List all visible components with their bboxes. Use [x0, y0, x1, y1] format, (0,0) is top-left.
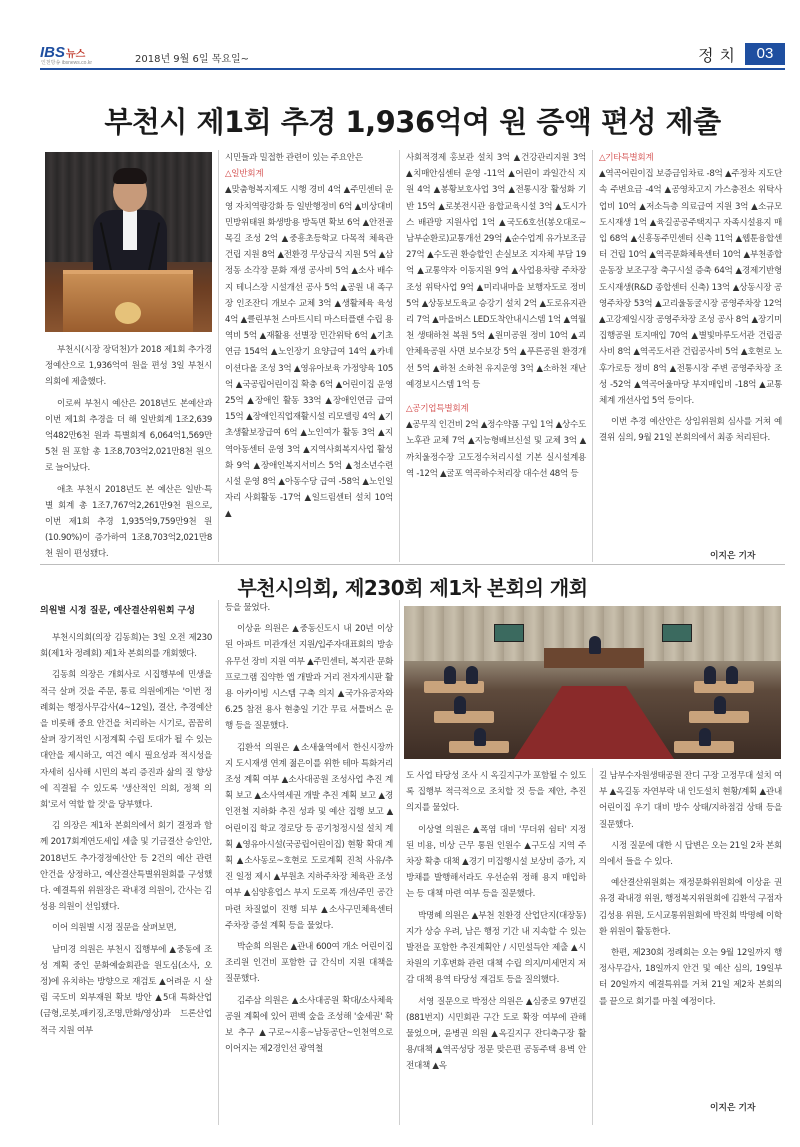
article1-column-4	[599, 150, 782, 452]
section-title: 정치	[698, 46, 741, 65]
article2-paragraph: 김주삼 의원은 ▲소사대공원 확대/소사체육공원 계획에 있어 편백 숲을 조성해 '숲세권' 확보 추구 ▲구로~시흥~남동공단~인천역으로 이어지는 제2경인선 광역철	[225, 995, 393, 1055]
page-number: 03	[745, 43, 785, 65]
article2-paragraph: 한편, 제230회 정례회는 오는 9월 12일까지 행정사무감사, 18일까지 안건 및 예산 심의, 19일부터 20일까지 예결특위를 거쳐 21일 제2차 본회의를 끝으로 회기를 마칠 예정이다.	[599, 948, 782, 1007]
article2-paragraph: 부천시의회(의장 김동희)는 3일 오전 제230회(제1차 정례회) 제1차 본회의를 개회했다.	[40, 633, 212, 660]
article1-paragraph: 이로써 부천시 예산은 2018년도 본예산과 이번 제1회 추경을 더 해 일반회계 1조2,639억482만6천 원과 특별회계 6,064억1,569만5천 원 포함 총 1조8,703억2,021만8천 원으로 늘어났다.	[45, 398, 212, 474]
article2-paragraph: 서영 질문으로 박정산 의원은 ▲심중로 97번길(881번지) 시민회관 구간 도로 확장 여부에 관해 물었으며, 윤병권 의원 ▲옥길지구 잔디축구장 활용/대책 ▲역곡성당 정문 맞은편 공동주택 용벽 안전대책 ▲옥	[406, 996, 586, 1072]
article1-general-account-items-cont: 사회적경제 홍보관 설치 3억 ▲건강관리지원 3억 ▲치매안심센터 운영 -11억 ▲어린이 과일간식 지원 4억 ▲봉황보호사업 3억 ▲전통시장 활성화 기반 15억 ▲로봇전시관 융합교육시설 3억 ▲도시가스 배관망 지원사업 1억 ▲국도6호선(봉오대로~남부순환로)교통개선 29억 ▲순수업계 유가보조금 27억 ▲수도권 환승할인 손실보조 지자체 부담 19억 ▲교통약자 이동지원 9억 ▲사업용차량 주차장 조성 위탁사업 9억 ▲미리내마을 보행자도로 정비 5억 ▲상동보도육교 승강기 설치 2억 ▲도로유지관리 7억 ▲마을버스 LED도착안내시스템 1억 ▲역월천 생태하천 복원 5억 ▲원미공원 정비 10억 ▲괴안체육공원 사면 보수보강 5억 ▲푸른공원 환경개선 5억 ▲하천 소하천 유지운영 3억 ▲소하천 재난예경보시스템 1억 등	[406, 153, 586, 390]
article-separator	[40, 564, 785, 565]
logo-subtext: 인천방송 ibsnews.co.kr	[41, 60, 92, 66]
column-divider	[399, 150, 400, 562]
article1-closing: 이번 추경 예산안은 상임위원회 심사를 거쳐 예결위 심의, 9월 21일 본회의에서 최종 처리된다.	[599, 417, 782, 444]
article2-paragraph: 김 의장은 제1차 본회의에서 회기 결정과 함께 2017회계연도세입 세출 및 기금결산 승인안, 2018년도 추가경정예산안 등 2건의 예산 관련 안건을 상정하고, 예산결산특별위원회를 구성했다. 예결특위 위원장은 곽내경 의원이, 간사는 김성용 의원이 선임됐다.	[40, 821, 212, 913]
article1-paragraph: 애초 부천시 2018년도 본 예산은 일반·특별 회계 총 1조7,767억2,261만9천 원으로, 이번 제1회 추경 1,935억9,759만9천 원(10.90%)이 증가하여 1조8,703억2,021만8천 원이 편성됐다.	[45, 484, 212, 560]
article2-column-4	[599, 768, 782, 1015]
article2-paragraph: 남미경 의원은 부천시 집행부에 ▲중동에 조성 계획 중인 문화예술회관을 원도심(소사, 오정)에 유치하는 방향으로 재검토 ▲어려운 시 살림 국도비 외부재원 확보 방안 ▲5대 특화산업(금형,로봇,패키징,조명,만화/영상)과 드론산업 적극 지원 여부	[40, 944, 212, 1036]
issue-date: 2018년 9월 6일 목요일~	[135, 54, 250, 65]
article1-column-3	[406, 150, 586, 487]
column-divider	[218, 600, 219, 1125]
council-chamber-photo	[404, 606, 781, 759]
article1-other-special-items: ▲역곡어린이집 보증금임차료 -8억 ▲주정차 지도단속 주변요금 -4억 ▲공영차고지 가스충전소 위탁사업비 10억 ▲저소득층 의료급여 지원 3억 ▲소규모 도시재생 1억 ▲육길공공주택지구 자족시설용지 매입 68억 ▲신흥동주민센터 신축 11억 ▲웹툰융합센터 건립 10억 ▲역곡문화체육센터 10억 ▲부천종합운동장 보조구장 축구시설 증축 64억 ▲경제기반형 도시재생(R&D 종합센터 신축) 13억 ▲상동시장 공영주차장 53억 ▲고리울동굴시장 공영주차장 12억 ▲고강제일시장 공영주차장 조성 공사 8억 ▲장기미집행공원 토지매입 70억 ▲별빛마루도서관 건립공사비 8억 ▲역곡도서관 건립공사비 5억 ▲호현로 노후가로등 정비 8억 ▲전통시장 주변 공영주차장 조성 -52억 ▲역곡어울마당 부지매입비 -18억 ▲교통체계 개선사업 5억 등이다.	[599, 169, 782, 407]
article2-column-1	[40, 630, 212, 1044]
article2-paragraph: 김동희 의장은 개회사로 시집행부에 민생을 적극 살펴 것을 주문, 통료 의원에게는 '이번 정례회는 행정사무감사(4~12일), 결산, 추경예산을 비롯해 중요 안건을 처리하는 시기로, 꼼꼼히 살펴 장기적인 시정계획 수립 토대가 될 수 있는 대안을 제시하고, 여건 예시 필요성과 적시성을 자세히 심사해 시민의 복리 증진과 삶의 질 향상에 직결될 수 있도록 '생산적인 의회, 정책 의회'로서 역할 할 것'을 당부했다.	[40, 670, 212, 811]
article2-paragraph: 이상열 의원은 ▲폭염 대비 '무더위 쉼터' 지정된 비용, 비상 근무 통원 인원수 ▲구도심 지역 주차장 확충 대책 ▲경기 미집행시설 보상비 증가, 지방채를 발행해서라도 우선순위 정해 용지 매입하는 등 대책 마련 여부 등을 질문했다.	[406, 824, 586, 900]
article2-column-3	[406, 768, 586, 1080]
article2-column-2	[225, 600, 393, 1062]
article2-byline: 이지은 기자	[710, 1103, 756, 1113]
subheading-general-account: △일반회계	[225, 169, 264, 180]
subheading-public-enterprise: △공기업특별회계	[406, 404, 469, 415]
subheading-other-special: △기타특별회계	[599, 153, 654, 163]
ibs-news-logo[interactable]	[40, 44, 92, 66]
logo-text: IBS	[40, 44, 66, 61]
photo-caption: 부천시(시장 장덕천)가 2018 제1회 추가경정예산으로 1,936억여 원을 편성 3일 부천시의회에 제출했다.	[45, 345, 212, 388]
article2-headline: 부천시의회, 제230회 제1차 본회의 개회	[237, 576, 588, 600]
masthead	[40, 38, 785, 68]
masthead-rule	[40, 68, 785, 70]
article2-paragraph: 시정 질문에 대한 시 답변은 오는 21일 2차 본회의에서 들을 수 있다.	[599, 840, 782, 868]
logo-suffix: 뉴스	[66, 49, 86, 60]
article2-subtitle: 의원별 시정 질문, 예산결산위원회 구성	[40, 606, 196, 616]
article1-column-2	[225, 150, 393, 528]
article1-public-enterprise-items: ▲공무직 인건비 2억 ▲정수약품 구입 1억 ▲상수도 노후관 교체 7억 ▲지능형배브신설 및 교체 3억 ▲까치울정수장 고도정수처리시설 기본 실시설계용역 -12억 ▲굴포 역곡하수처리장 대수선 48억 등	[406, 420, 586, 479]
article1-column-1	[45, 342, 212, 568]
article2-paragraph: 박순희 의원은 ▲관내 600여 개소 어린이집 조리원 인건비 포함한 급 간식비 지원 대책을 질문했다.	[225, 942, 393, 985]
article2-paragraph: 박명혜 의원은 ▲부천 친환경 산업단지(대장동)지가 상승 우려, 남은 행정 기간 내 지속할 수 있는 발전을 포함한 추진계획안 / 시민설득안 제출 ▲시 차원의 기후변화 관련 대책 수립 의지/미세먼지 저감 대책 용역 타당성 재검토 등을 질의했다.	[406, 910, 586, 986]
article2-paragraph: 예산결산위원회는 재정문화위원회에 이상윤 권유경 곽내경 위원, 행정복지위원회에 김환석 구점자 김성용 위원, 도시교통위원회에 박진회 박명혜 이학환 위원이 활동한다.	[599, 878, 782, 937]
article2-paragraph: 김환석 의원은 ▲소새울역에서 한신시장까지 도시재생 연계 젊은이를 위한 테마 특화거리 조성 계획 여부 ▲소사대공원 조성사업 추진 계획 보고 ▲소사역세권 개발 추진 계획 보고 ▲경인전철 지하화 추진 성과 및 예산 집행 보고 ▲어린이집 학교 경로당 등 공기청정시설 설치 계획 ▲영유아시설(국공립어린이집) 현황 확대 계획 ▲소사동로~호현로 도로계획 진척 사유/추진 일정 제시 ▲부원초 지하주차장 체육관 조성 여부 ▲심양흥업스 부지 도로폭 개선/주민 공간 마련 차질없이 진행 되부 ▲소사구민체육센터 주차장 증설 계획 등을 물었다.	[225, 742, 393, 931]
column-divider	[218, 150, 219, 562]
article1-general-account-items: ▲맞춤형복지제도 시행 경비 4억 ▲주민센터 운영 자치역량강화 등 일반행정비 6억 ▲비상대비 민방위태원 화생방용 방독면 확보 6억 ▲안전골목길 조성 2억 ▲중흥초등학교 다목적 체육관 건립 지원 8억 ▲전환경 무상급식 지원 5억 ▲삼정동 소각장 문화 재생 공사비 5억 ▲소사 배수지 테니스장 시설개선 공사 5억 ▲공원 내 족구장 인조잔디 개보수 교체 3억 ▲생활체육 육성 4억 ▲클린부천 스마트시티 마스터플랜 수립 용역비 5억 ▲재활용 선별장 민간위탁 6억 ▲기초연금 154억 ▲노인장기 요양급여 14억 ▲카네이션다올 조성 3억 ▲영유아보육 가정양육 105억 ▲국공립어린이집 확충 6억 ▲어린이집 운영 25억 ▲장애인 활동 33억 ▲장애인연금 급여 15억 ▲장애인직업재활시설 리모델링 4억 ▲기초생활보장급여 6억 ▲노인여가 활동 3억 ▲지역아동센터 운영 3억 ▲지역사회복지사업 활성화 9억 ▲장애인복지서비스 5억 ▲청소년수련시설 운영 8억 ▲아동수당 급여 -58억 ▲노인일자리 사회활동 -17억 ▲일드림센터 설치 10억 ▲	[225, 185, 394, 520]
article2-paragraph: 이상윤 의원은 ▲중동신도시 내 20년 이상 된 아파트 미관개선 지원/입주자대표회의 방송 유무선 장비 지원 여부 ▲주민센터, 복지관 문화프로그램 집약한 앱 개발과 거리 전자게시판 활용 아카이빙 시스템 구축 의지 ▲국가유공자와 6.25 참전 용사 현충일 기간 무료 셔틀버스 운행 등을 질문했다.	[225, 624, 393, 732]
column-divider	[592, 768, 593, 1125]
article2-paragraph: 등을 물었다.	[225, 603, 270, 613]
article2-paragraph: 길 남부수자원생태공원 잔디 구장 고정무대 설치 여부 ▲옥길동 자연부락 내 인도설치 현황/계획 ▲관내 어린이집 우기 대비 방수 상태/지하점검 상태 등을 질문했다.	[599, 771, 782, 830]
mayor-at-podium-photo	[45, 152, 212, 332]
article1-intro: 시민들과 밀접한 관련이 있는 주요안은	[225, 153, 363, 163]
article1-byline: 이지은 기자	[710, 551, 756, 561]
column-divider	[399, 600, 400, 1125]
article1-headline: 부천시 제1회 추경 1,936억여 원 증액 편성 제출	[104, 105, 721, 139]
column-divider	[592, 150, 593, 562]
article2-paragraph: 도 사업 타당성 조사 시 옥길지구가 포함될 수 있도록 집행부 적극적으로 조치할 것 등을 제안, 추진 의지를 물었다.	[406, 771, 586, 814]
article2-paragraph: 이어 의원별 시정 질문을 살펴보면,	[52, 923, 177, 934]
